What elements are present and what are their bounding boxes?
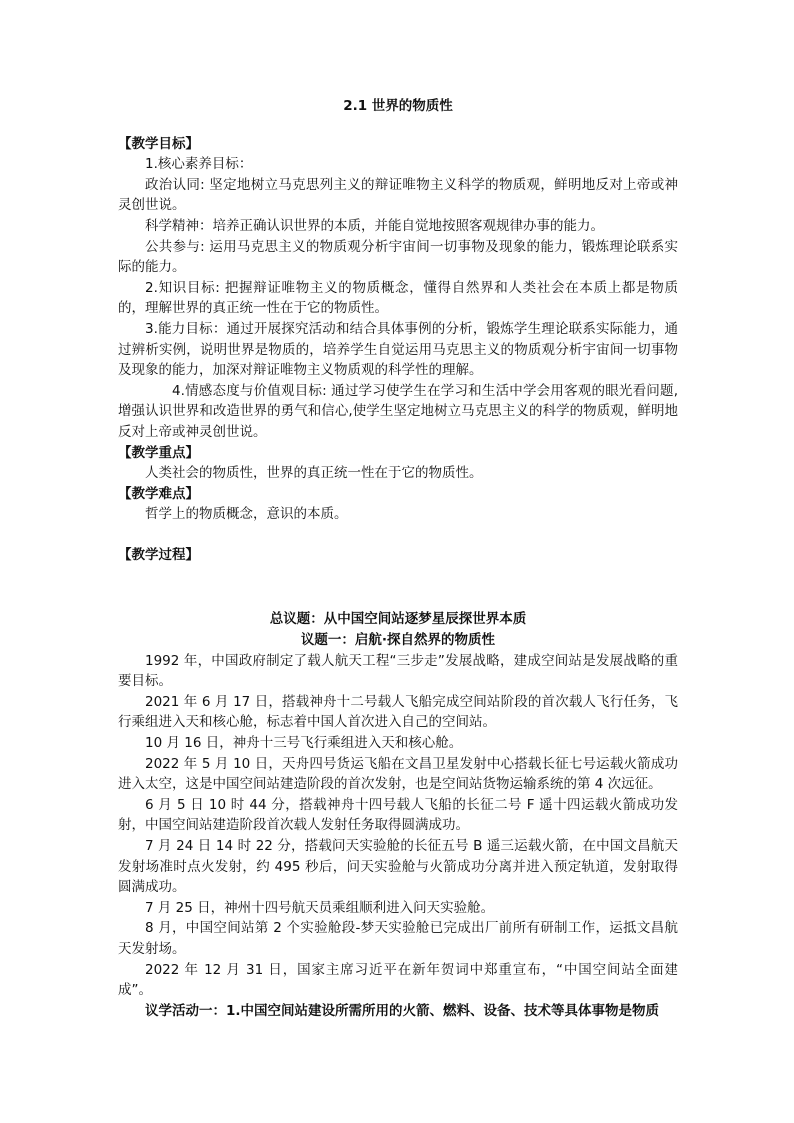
page-title: 2.1 世界的物质性 <box>343 98 453 114</box>
timeline-paragraph: 8 月，中国空间站第 2 个实验舱段-梦天实验舱已完成出厂前所有研制工作，运抵文昌航天发射场。 <box>118 920 678 957</box>
goal-political-identity: 政治认同: 坚定地树立马克思列主义的辩证唯物主义科学的物质观，鲜明地反对上帝或神灵创世说。 <box>118 176 678 214</box>
goal-core-literacy-label: 1.核心素养目标： <box>145 156 253 173</box>
goal-knowledge: 2.知识目标: 把握辩证唯物主义的物质概念，懂得自然界和人类社会在本质上都是物质的，理解世界的真正统一性在于它的物质性。 <box>118 279 678 317</box>
goal-attitude: 4.情感态度与价值观目标: 通过学习使学生在学习和生活中学会用客观的眼光看问题,增强认识世界和改造世界的勇气和信心,使学生坚定地树立马克思主义的科学的物质观，鲜明地反对上帝或神灵创世说。 <box>118 382 678 440</box>
goal-public-participation: 公共参与: 运用马克思主义的物质观分析宇宙间一切事物及现象的能力，锻炼理论联系实际的能力。 <box>118 238 678 276</box>
timeline-paragraph: 2021 年 6 月 17 日，搭载神舟十二号载人飞船完成空间站阶段的首次载人飞行任务，飞行乘组进入天和核心舱，标志着中国人首次进入自己的空间站。 <box>118 693 678 731</box>
difficulties-text: 哲学上的物质概念，意识的本质。 <box>145 506 348 523</box>
key-points-heading: 【教学重点】 <box>118 444 199 461</box>
timeline-paragraph: 2022 年 12 月 31 日，国家主席习近平在新年贺词中郑重宣布，“中国空间站全面建成”。 <box>118 961 678 999</box>
activity-one-text: 议学活动一：1.中国空间站建设所需所用的火箭、燃料、设备、技术等具体事物是物质 <box>145 1002 660 1019</box>
goals-heading: 【教学目标】 <box>118 135 199 152</box>
main-topic-heading: 总议题：从中国空间站逐梦星辰探世界本质 <box>269 611 527 628</box>
document-body <box>118 96 678 1021</box>
timeline-paragraph: 2022 年 5 月 10 日，天舟四号货运飞船在文昌卫星发射中心搭载长征七号运载火箭成功进入太空，这是中国空间站建造阶段的首次发射，也是空间站货物运输系统的第 4 次远征。 <box>118 755 678 793</box>
timeline-paragraph: 10 月 16 日，神舟十三号飞行乘组进入天和核心舱。 <box>145 735 463 752</box>
goal-scientific-spirit: 科学精神：培养正确认识世界的本质，并能自觉地按照客观规律办事的能力。 <box>145 217 604 234</box>
goal-ability: 3.能力目标：通过开展探究活动和结合具体事例的分析，锻炼学生理论联系实际能力，通过辨析实例，说明世界是物质的，培养学生自觉运用马克思主义的物质观分析宇宙间一切事物及现象的能力，加深对辩证唯物主义物质观的科学性的理解。 <box>118 320 678 379</box>
timeline-paragraph: 7 月 25 日，神州十四号航天员乘组顺利进入问天实验舱。 <box>145 899 495 916</box>
timeline-paragraph: 6 月 5 日 10 时 44 分，搭载神舟十四号载人飞船的长征二号 F 遥十四运载火箭成功发射，中国空间站建造阶段首次载人发射任务取得圆满成功。 <box>118 796 678 834</box>
process-heading: 【教学过程】 <box>118 546 199 563</box>
timeline-paragraph: 1992 年，中国政府制定了载人航天工程“三步走”发展战略，建成空间站是发展战略的重要目标。 <box>118 652 678 690</box>
topic-one-heading: 议题一：启航·探自然界的物质性 <box>300 632 496 649</box>
difficulties-heading: 【教学难点】 <box>118 485 199 502</box>
timeline-paragraph: 7 月 24 日 14 时 22 分，搭载问天实验舱的长征五号 B 遥三运载火箭，在中国文昌航天发射场准时点火发射，约 495 秒后，问天实验舱与火箭成功分离并进入预定轨道，发射取得圆满成功。 <box>118 838 678 896</box>
key-points-text: 人类社会的物质性，世界的真正统一性在于它的物质性。 <box>145 465 483 482</box>
